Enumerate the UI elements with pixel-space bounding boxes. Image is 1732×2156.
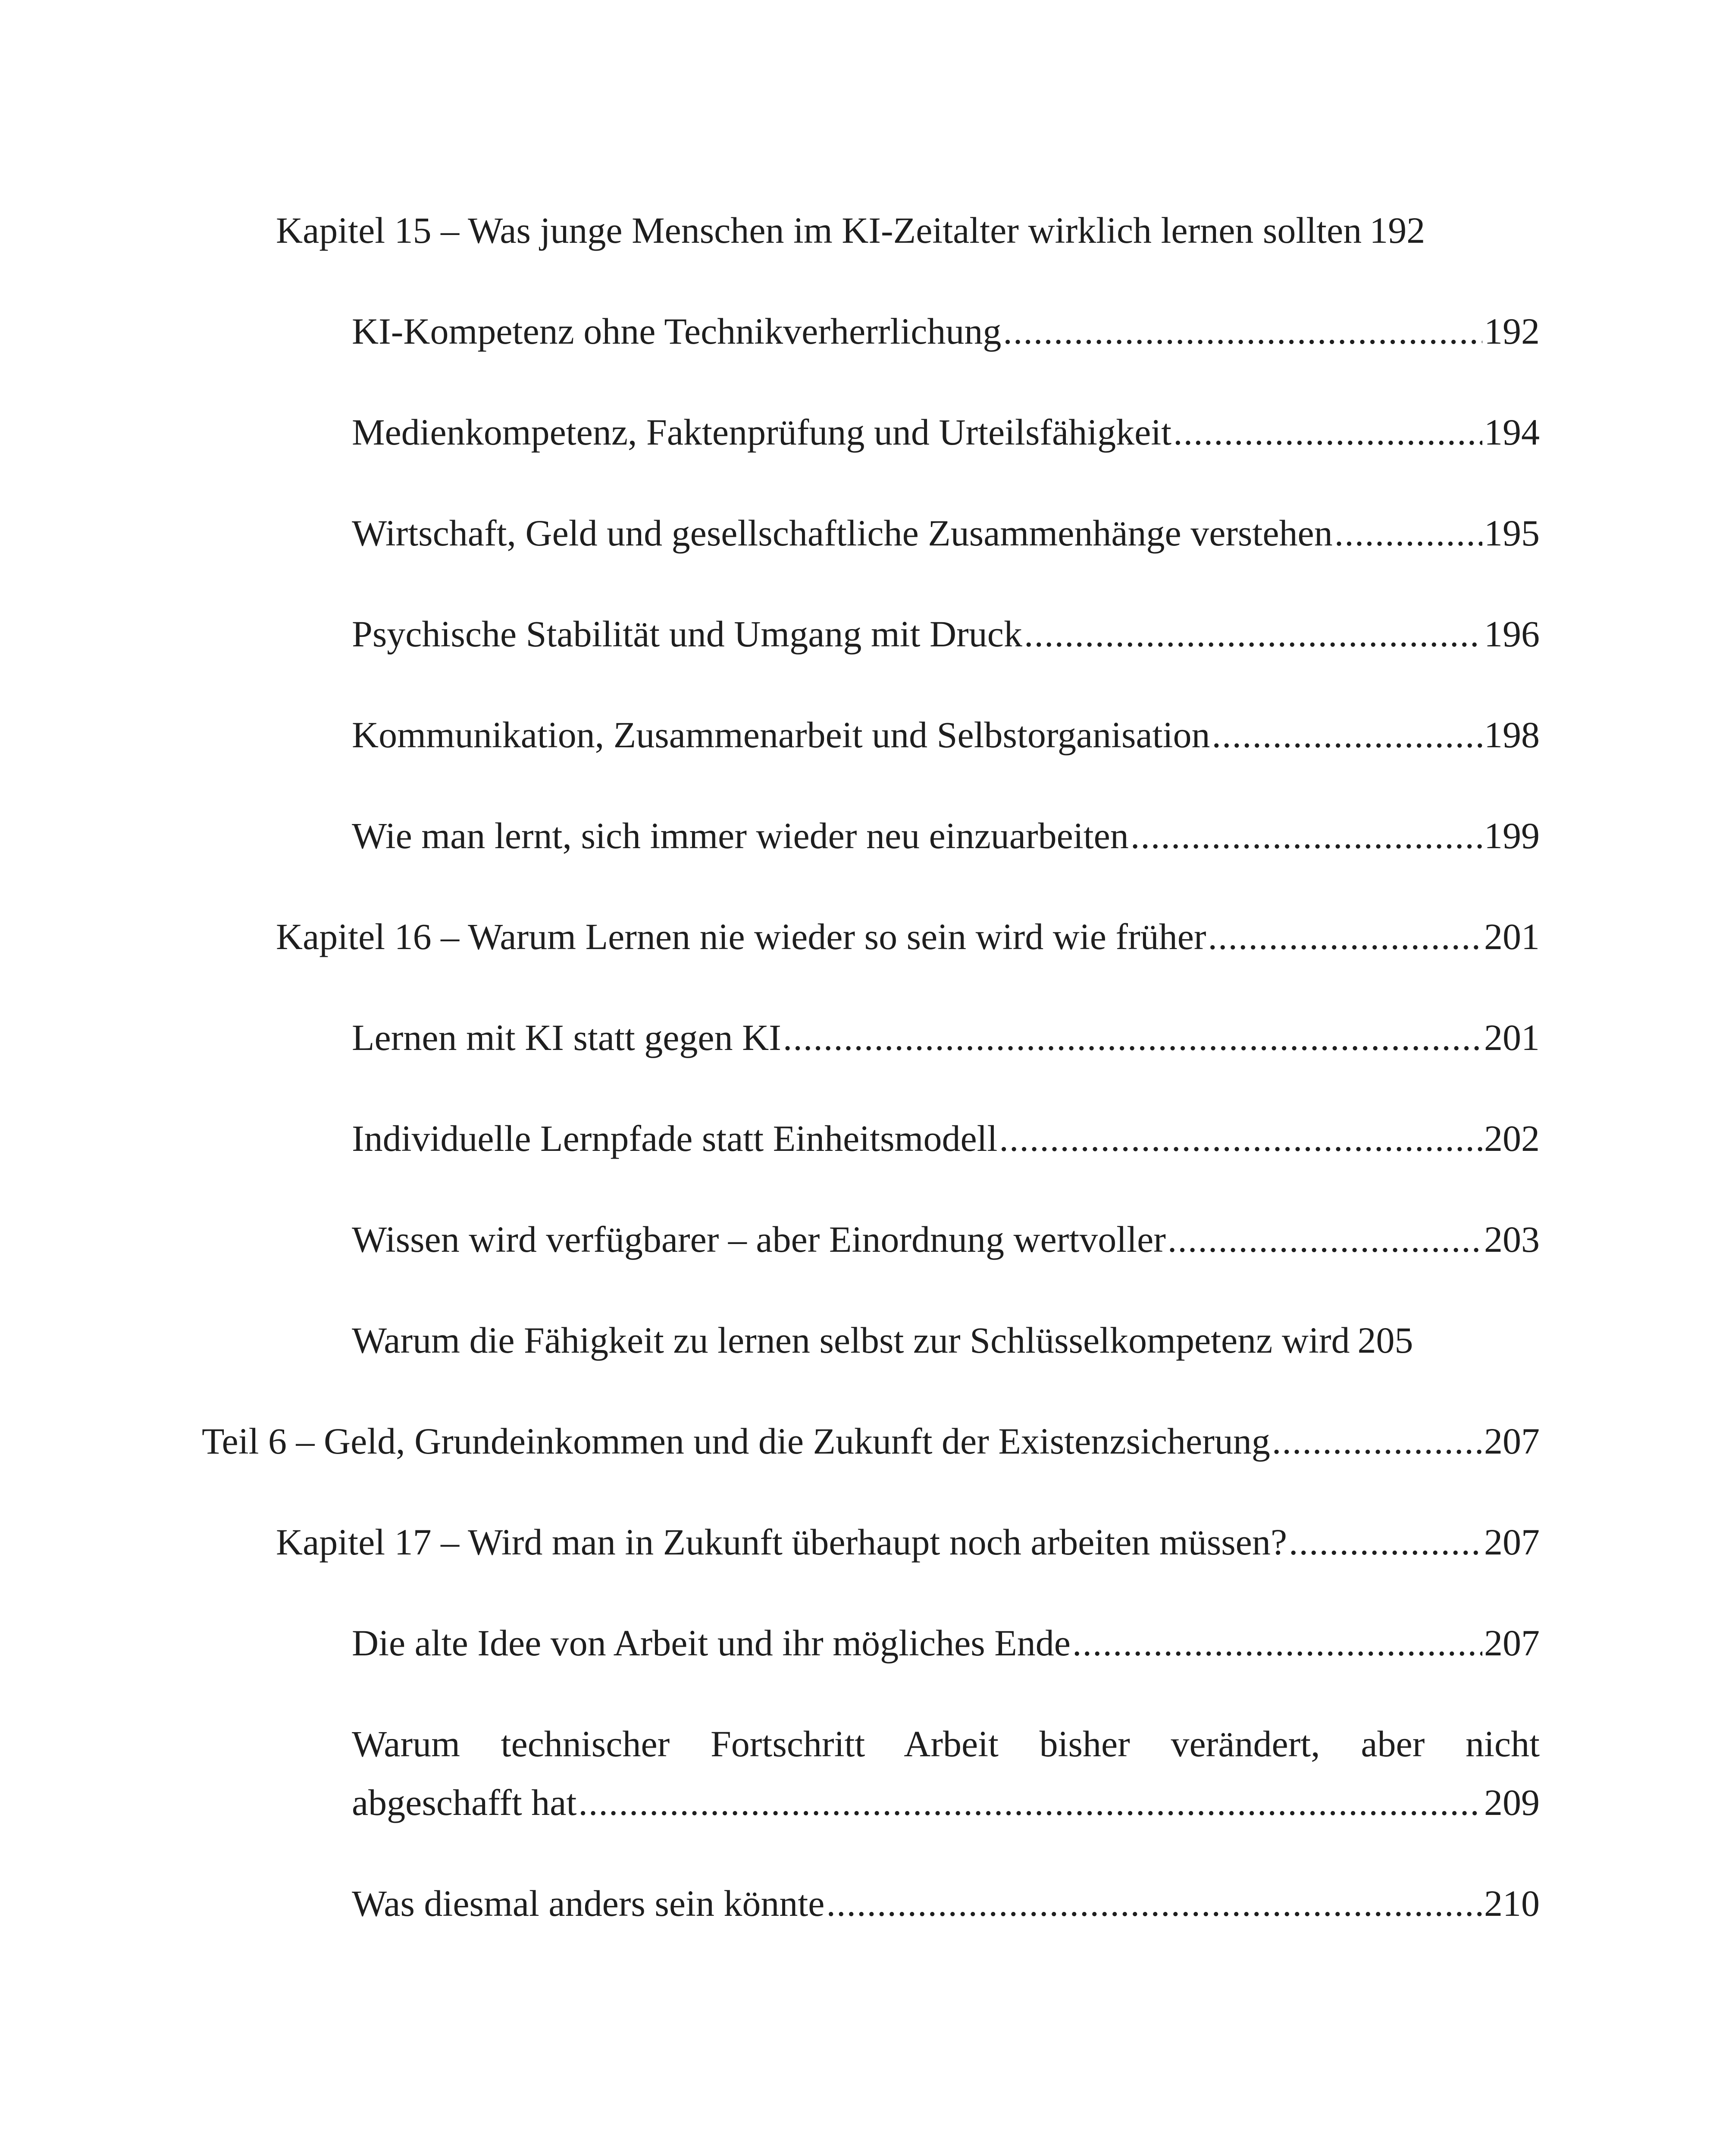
toc-entry-title: Warum die Fähigkeit zu lernen selbst zur Schlüsselkompetenz wird <box>352 1319 1350 1361</box>
toc-entry-page: 192 <box>1369 210 1425 251</box>
toc-entry-page: 209 <box>1484 1782 1540 1823</box>
toc-entry-page: 205 <box>1357 1319 1413 1361</box>
toc-entry-title-line1: Warum technischer Fortschritt Arbeit bisher verändert, aber nicht <box>352 1723 1540 1764</box>
toc-entry-page: 210 <box>1484 1883 1540 1924</box>
toc-entry-page: 192 <box>1484 310 1540 352</box>
toc-entry[interactable] <box>352 1874 1540 1933</box>
toc-dot-leader <box>1334 504 1482 562</box>
toc-entry[interactable] <box>352 1008 1540 1067</box>
toc-entry-page: 201 <box>1484 916 1540 957</box>
toc-entry-title: Wirtschaft, Geld und gesellschaftliche Zusammenhänge verstehen <box>352 512 1333 554</box>
toc-entry-title: Kapitel 16 – Warum Lernen nie wieder so sein wird wie früher <box>276 916 1206 957</box>
toc-dot-leader <box>1289 1513 1482 1571</box>
toc-entry[interactable] <box>352 705 1540 764</box>
toc-entry[interactable] <box>352 403 1540 461</box>
toc-entry-page: 201 <box>1484 1017 1540 1058</box>
toc-entry-page: 202 <box>1484 1118 1540 1159</box>
toc-dot-leader <box>1173 403 1482 461</box>
toc-dot-leader <box>999 1109 1482 1168</box>
toc-entry-page: 198 <box>1484 714 1540 755</box>
toc-entry-title: Kapitel 17 – Wird man in Zukunft überhaupt noch arbeiten müssen? <box>276 1521 1287 1563</box>
toc-entry-kapitel-16[interactable] <box>276 907 1540 966</box>
toc-entry-kapitel-15[interactable] <box>276 201 1540 260</box>
toc-dot-leader <box>1131 806 1482 865</box>
toc-entry-title: Was diesmal anders sein könnte <box>352 1883 825 1924</box>
toc-entry-title: Lernen mit KI statt gegen KI <box>352 1017 781 1058</box>
toc-entry-page: 207 <box>1484 1420 1540 1462</box>
toc-dot-leader <box>1168 1210 1482 1269</box>
toc-dot-leader <box>1024 605 1482 663</box>
toc-entry-title-line2: abgeschafft hat <box>352 1782 577 1823</box>
toc-entry[interactable] <box>352 302 1540 360</box>
toc-entry-page: 196 <box>1484 613 1540 655</box>
toc-entry-title: Die alte Idee von Arbeit und ihr mögliches Ende <box>352 1622 1071 1664</box>
toc-dot-leader <box>1212 705 1482 764</box>
toc-entry-title: Individuelle Lernpfade statt Einheitsmodell <box>352 1118 998 1159</box>
toc-entry[interactable] <box>352 504 1540 562</box>
toc-dot-leader <box>783 1008 1482 1067</box>
toc-entry-title: KI-Kompetenz ohne Technikverherrlichung <box>352 310 1002 352</box>
toc-dot-leader <box>1072 1614 1482 1672</box>
toc-entry[interactable] <box>352 1109 1540 1168</box>
toc-entry-title: Medienkompetenz, Faktenprüfung und Urteilsfähigkeit <box>352 411 1172 453</box>
toc-dot-leader <box>578 1773 1482 1832</box>
toc-dot-leader <box>1003 302 1482 360</box>
toc-entry-page: 207 <box>1484 1622 1540 1664</box>
toc-entry[interactable] <box>352 1311 1540 1369</box>
toc-entry-kapitel-17[interactable] <box>276 1513 1540 1571</box>
toc-entry-page: 203 <box>1484 1219 1540 1260</box>
toc-dot-leader <box>826 1874 1482 1933</box>
toc-entry-page: 207 <box>1484 1521 1540 1563</box>
toc-entry-title: Wissen wird verfügbarer – aber Einordnung wertvoller <box>352 1219 1166 1260</box>
toc-entry[interactable] <box>352 605 1540 663</box>
toc-entry[interactable] <box>352 1210 1540 1269</box>
toc-dot-leader <box>1208 907 1482 966</box>
toc-entry[interactable] <box>352 1614 1540 1672</box>
toc-dot-leader <box>1272 1412 1482 1470</box>
toc-entry-page: 194 <box>1484 411 1540 453</box>
toc-entry-title: Kapitel 15 – Was junge Menschen im KI-Zeitalter wirklich lernen sollten <box>276 210 1362 251</box>
toc-entry[interactable] <box>352 806 1540 865</box>
toc-entry-title: Psychische Stabilität und Umgang mit Druck <box>352 613 1022 655</box>
toc-entry-title: Teil 6 – Geld, Grundeinkommen und die Zukunft der Existenzsicherung <box>202 1420 1270 1462</box>
toc-entry-page: 199 <box>1484 815 1540 856</box>
toc-entry-title: Wie man lernt, sich immer wieder neu einzuarbeiten <box>352 815 1129 856</box>
toc-entry-page: 195 <box>1484 512 1540 554</box>
toc-entry-title: Kommunikation, Zusammenarbeit und Selbstorganisation <box>352 714 1210 755</box>
toc-entry-teil-6[interactable] <box>202 1412 1540 1470</box>
toc-entry-two-line[interactable] <box>352 1714 1540 1832</box>
